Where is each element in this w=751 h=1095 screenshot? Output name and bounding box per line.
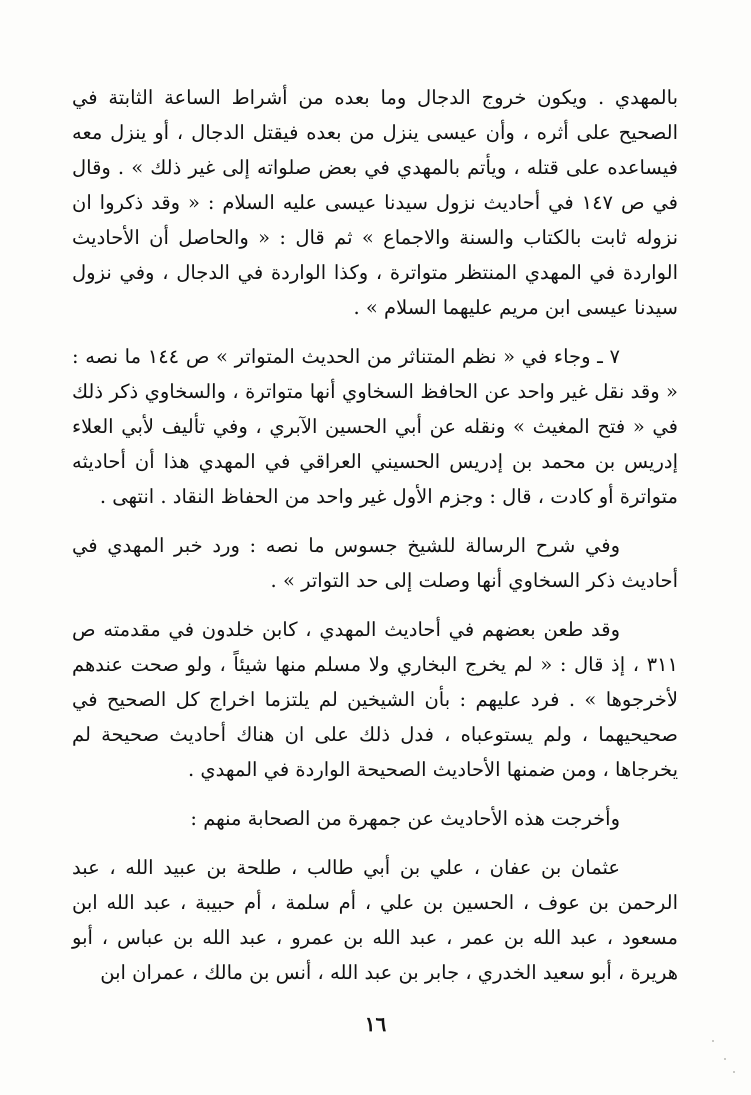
paragraph-continuation: بالمهدي . ويكون خروج الدجال وما بعده من أشراط الساعة الثابتة في الصحيح على أثره ، وأن عيسى ينزل من بعده فيقتل الدجال ، أو ينزل معه فيساعده على قتله ، ويأتم بالمهدي في بعض صلواته إلى غير ذلك » . وقال في ص ١٤٧ في أحاديث نزول سيدنا عيسى عليه السلام : « وقد ذكروا ان نزوله ثابت بالكتاب والسنة والاجماع » ثم قال : « والحاصل أن الأحاديث الواردة في المهدي المنتظر متواترة ، وكذا الواردة في الدجال ، وفي نزول سيدنا عيسى ابن مريم عليهما السلام » . xyxy=(72,86,679,319)
paragraph-companions-list: عثمان بن عفان ، علي بن أبي طالب ، طلحة بن عبيد الله ، عبد الرحمن بن عوف ، الحسين بن علي ، أم سلمة ، أم حبيبة ، عبد الله ابن مسعود ، عبد الله بن عمر ، عبد الله بن عمرو ، عبد الله بن عباس ، أبو هريرة ، أبو سعيد الخدري ، جابر بن عبد الله ، أنس بن مالك ، عمران ابن xyxy=(72,856,678,984)
paragraph-jasous-commentary: وفي شرح الرسالة للشيخ جسوس ما نصه : ورد خبر المهدي في أحاديث ذكر السخاوي أنها وصلت إلى حد التواتر » . xyxy=(72,534,678,592)
paragraph-companions-intro: وأخرجت هذه الأحاديث عن جمهرة من الصحابة منهم : xyxy=(190,807,620,830)
page-body-text xyxy=(72,80,678,990)
page-number: ١٦ xyxy=(364,1012,387,1036)
scan-speck xyxy=(712,1040,714,1042)
paragraph-ibn-khaldun-critique: وقد طعن بعضهم في أحاديث المهدي ، كابن خلدون في مقدمته ص ٣١١ ، إذ قال : « لم يخرج البخاري ولا مسلم منها شيئاً ، ولو صحت عندهم لأخرجوها » . فرد عليهم : بأن الشيخين لم يلتزما اخراج كل الصحيح في صحيحيهما ، ولم يستوعباه ، فدل ذلك على ان هناك أحاديث صحيحة لم يخرجاها ، ومن ضمنها الأحاديث الصحيحة الواردة في المهدي . xyxy=(72,618,678,781)
paragraph-item-7: ٧ ـ وجاء في « نظم المتناثر من الحديث المتواتر » ص ١٤٤ ما نصه : « وقد نقل غير واحد عن الحافظ السخاوي أنها متواترة ، والسخاوي ذكر ذلك في « فتح المغيث » ونقله عن أبي الحسين الآبري ، وفي تأليف لأبي العلاء إدريس بن محمد بن إدريس الحسيني العراقي في المهدي هذا أن أحاديثه متواترة أو كادت ، قال : وجزم الأول غير واحد من الحفاظ النقاد . انتهى . xyxy=(72,345,678,508)
scan-speck xyxy=(724,1058,726,1060)
scan-speck xyxy=(733,1071,735,1073)
